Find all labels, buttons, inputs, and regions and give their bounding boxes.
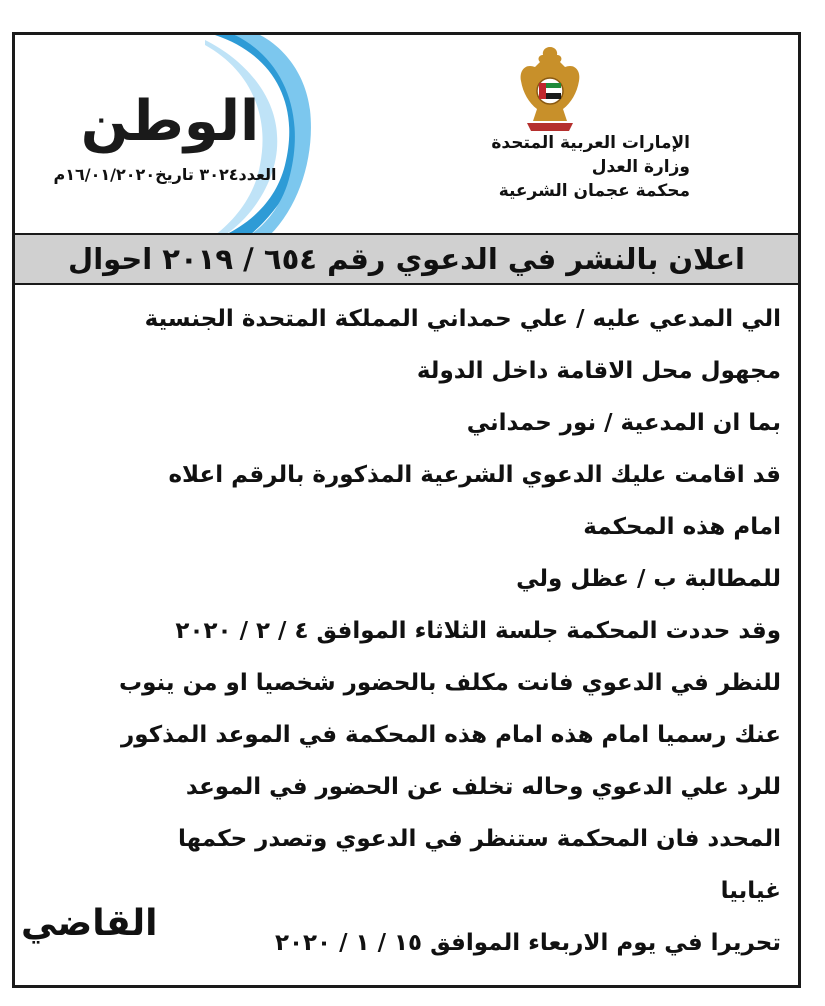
- ministry-block: [410, 131, 690, 203]
- notice-line: بما ان المدعية / نور حمداني: [466, 410, 781, 436]
- ministry-line-court: محكمة عجمان الشرعية: [498, 181, 690, 201]
- notice-line: وقد حددت المحكمة جلسة الثلاثاء الموافق ٤ / ٢ / ٢٠٢٠: [175, 618, 781, 644]
- notice-title: اعلان بالنشر في الدعوي رقم ٦٥٤ / ٢٠١٩ احوال: [15, 233, 798, 285]
- ministry-line-country: الإمارات العربية المتحدة: [491, 133, 690, 153]
- notice-header: [15, 35, 798, 235]
- notice-line: قد اقامت عليك الدعوي الشرعية المذكورة بالرقم اعلاه: [168, 462, 781, 488]
- notice-line: المحدد فان المحكمة ستنظر في الدعوي وتصدر حكمها: [177, 826, 781, 852]
- judge-signature: القاضي: [21, 903, 158, 944]
- notice-line: عنك رسميا امام هذه امام هذه المحكمة في الموعد المذكور: [121, 722, 781, 748]
- notice-line: للنظر في الدعوي فانت مكلف بالحضور شخصيا او من ينوب: [119, 670, 781, 696]
- notice-line: الي المدعي عليه / علي حمداني المملكة المتحدة الجنسية: [144, 306, 781, 332]
- uae-emblem-icon: [515, 43, 585, 135]
- notice-body: [29, 293, 781, 969]
- notice-line: امام هذه المحكمة: [583, 514, 781, 540]
- ministry-line-ministry: وزارة العدل: [591, 157, 690, 177]
- notice-line: مجهول محل الاقامة داخل الدولة: [416, 358, 781, 384]
- notice-line: للمطالبة ب / عظل ولي: [516, 566, 781, 592]
- notice-frame: [12, 32, 801, 988]
- notice-line: غيابيا: [720, 878, 781, 904]
- notice-line: تحريرا في يوم الاربعاء الموافق ١٥ / ١ / ٢٠٢٠: [274, 930, 781, 956]
- newspaper-name: الوطن: [80, 89, 260, 154]
- notice-line: للرد علي الدعوي وحاله تخلف عن الحضور في الموعد: [185, 774, 781, 800]
- issue-line: العدد٣٠٢٤ تاريخ١٦/٠١/٢٠٢٠م: [53, 165, 277, 184]
